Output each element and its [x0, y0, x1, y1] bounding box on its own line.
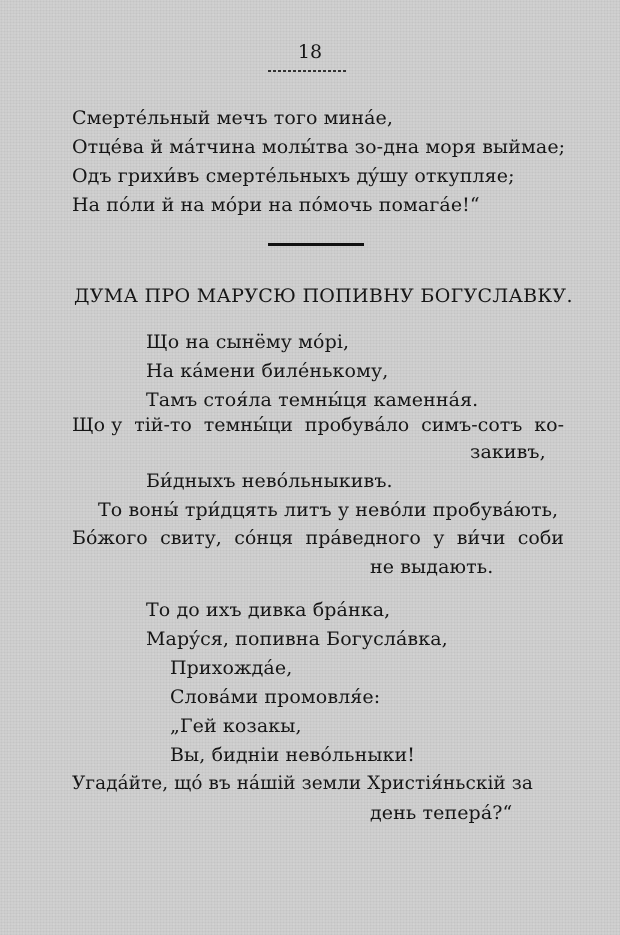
poem-word: Бóжого: [72, 527, 148, 549]
poem-word: свиту,: [160, 527, 222, 549]
poem-line-4-continuation: закивъ,: [470, 441, 546, 463]
poem-word: пробувáло: [304, 414, 410, 436]
poem-line-5: Би́дныхъ невóльныкивъ.: [146, 470, 393, 492]
poem-word: тій-то: [134, 414, 192, 436]
poem-line-7-continuation: не выдають.: [370, 556, 494, 578]
poem-word: ко-: [534, 414, 564, 436]
stanza-line-1: Смертéльный мечъ того минáе,: [72, 107, 393, 129]
poem-line-8: То до ихъ дивка брáнка,: [146, 599, 391, 621]
poem-title: ДУМА ПРО МАРУСЮ ПОПИВНУ БОГУСЛАВКУ.: [74, 285, 573, 307]
poem-word: Що у: [72, 414, 123, 436]
poem-line-9: Марýся, попивна Богуслáвка,: [146, 628, 448, 650]
stanza-line-3: Одъ грихи́въ смертéльныхъ дýшу откупляе;: [72, 165, 515, 187]
poem-line-1: Що на сынёму мóрі,: [146, 331, 350, 353]
poem-word: симъ-сотъ: [421, 414, 523, 436]
poem-word: у: [433, 527, 445, 549]
stanza-line-4: На пóли й на мóри на пóмочь помагáе!“: [72, 194, 480, 216]
poem-word: ви́чи: [456, 527, 506, 549]
poem-line-4: [72, 413, 564, 437]
page-number: 18: [297, 41, 323, 63]
poem-line-11: Словáми промовля́е:: [170, 686, 381, 708]
section-divider: [268, 243, 364, 246]
poem-line-2: На кáмени билéнькому,: [146, 360, 389, 382]
page-number-ornament: [268, 70, 348, 72]
poem-line-14-continuation: день теперá?“: [370, 802, 513, 824]
poem-line-13: Вы, бидніи невóльныки!: [170, 744, 416, 766]
stanza-line-2: Отцéва й мáтчина молы́тва зо-дна моря выймае;: [72, 136, 566, 158]
poem-word: сóнця: [234, 527, 294, 549]
poem-line-12: „Гей козакы,: [170, 715, 302, 737]
poem-line-14: Угадáйте, щó въ нáшій земли Христія́ньскій за: [72, 773, 533, 794]
poem-word: соби: [517, 527, 564, 549]
poem-line-10: Прихождáе,: [170, 657, 293, 679]
poem-line-7: [72, 526, 564, 550]
poem-word: прáведного: [305, 527, 421, 549]
poem-line-6: То воны́ три́дцять литъ у невóли пробувáють,: [98, 499, 559, 521]
poem-line-3: Тамъ стоя́ла темны́ця каменнáя.: [146, 389, 479, 411]
poem-word: темны́ци: [203, 414, 293, 436]
